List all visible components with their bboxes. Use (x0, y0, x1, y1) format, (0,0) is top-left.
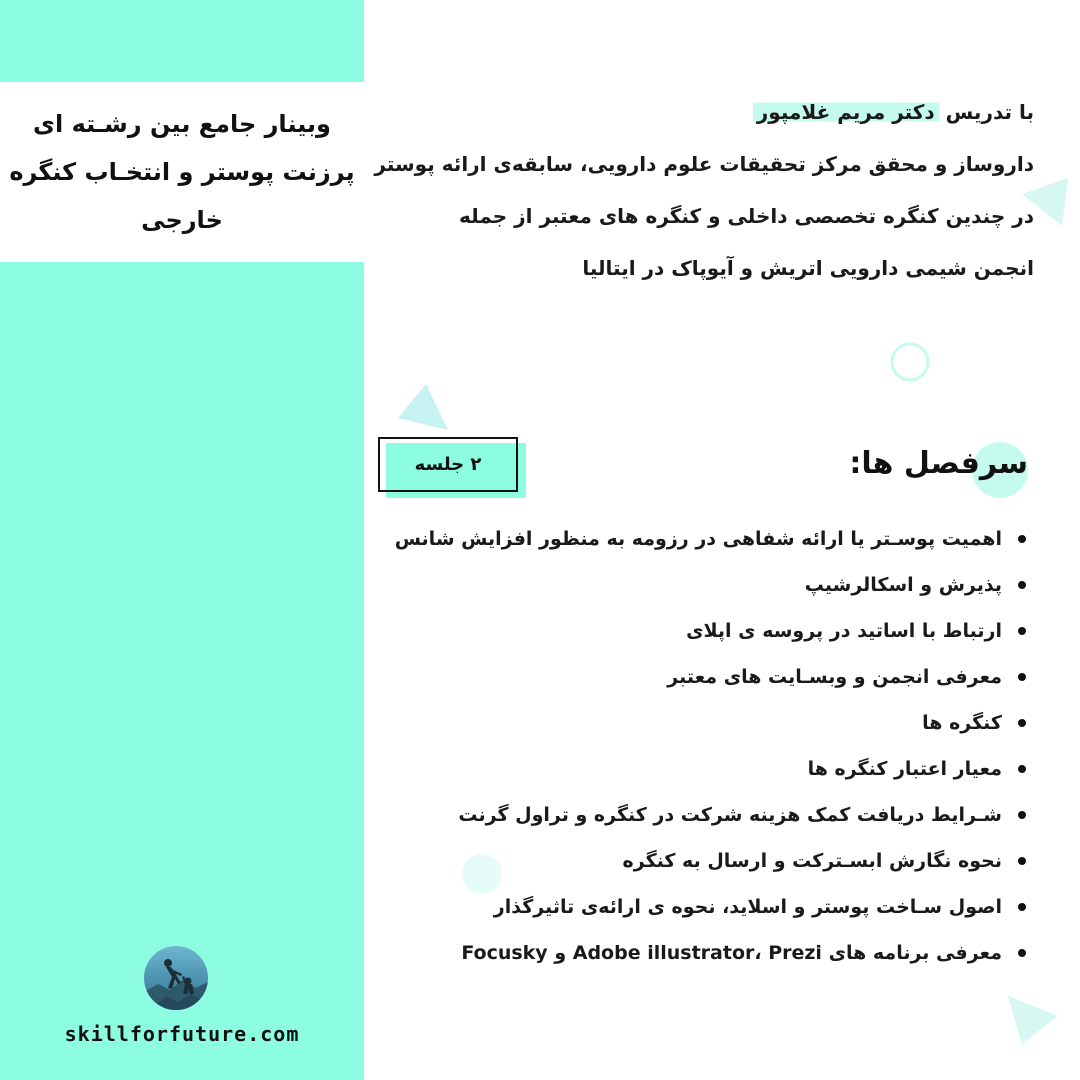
topic-item (366, 838, 1026, 884)
bullet-icon (1018, 581, 1026, 589)
decor-ring (888, 340, 932, 384)
topic-text: ارتباط با اساتید در پروسه ی اپلای (686, 620, 1002, 642)
decor-triangle-bottom-right (1008, 996, 1058, 1046)
bullet-icon (1018, 811, 1026, 819)
topic-item (366, 516, 1026, 562)
bio-line-3: انجمن شیمی دارویی اتریش و آیوپاک در ایتالیا (582, 256, 1034, 280)
climbers-helping-icon (144, 946, 208, 1010)
topic-item (366, 884, 1026, 930)
topic-text: معیار اعتبار کنگره ها (807, 758, 1002, 780)
topic-item (366, 608, 1026, 654)
bullet-icon (1018, 627, 1026, 635)
topic-item (366, 792, 1026, 838)
topic-item (366, 700, 1026, 746)
webinar-title-card (0, 82, 364, 262)
instructor-name: دکتر مریم غلامپور (753, 100, 939, 124)
bio-line-1: داروساز و محقق مرکز تحقیقات علوم دارویی، سابقه‌ی ارائه پوستر (374, 152, 1034, 176)
topic-text: اهمیت پوسـتر یا ارائه شفاهی در رزومه به منظور افزایش شانس (394, 528, 1002, 550)
decor-triangle-mid (398, 384, 448, 432)
topic-text: اصول سـاخت پوستر و اسلاید، نحوه ی ارائه‌ی تاثیرگذار (493, 896, 1002, 918)
topic-item (366, 746, 1026, 792)
bio-line-2: در چندین کنگره تخصصی داخلی و کنگره های معتبر از جمله (459, 204, 1034, 228)
instructor-bio (374, 86, 1034, 294)
session-count-label: ۲ جلسه (378, 437, 518, 492)
bullet-icon (1018, 765, 1026, 773)
bullet-icon (1018, 857, 1026, 865)
website-url[interactable]: skillforfuture.com (64, 1022, 300, 1046)
topic-text: نحوه نگارش ابسـترکت و ارسال به کنگره (622, 850, 1002, 872)
logo-graphic (144, 946, 208, 1010)
topic-text: کنگره ها (922, 712, 1002, 734)
topic-text: معرفی برنامه های Adobe illustrator، Prezi و Focusky (461, 942, 1002, 964)
topic-text: شـرایط دریافت کمک هزینه شرکت در کنگره و تراول گرنت (458, 804, 1002, 826)
topic-item (366, 930, 1026, 976)
topic-item (366, 562, 1026, 608)
bio-intro-prefix: با تدریس (945, 100, 1034, 124)
webinar-title-line-3: خارجی (141, 206, 223, 234)
webinar-title-line-2: پرزنت پوستر و انتخـاب کنگره (9, 158, 355, 186)
topics-list (366, 516, 1026, 976)
webinar-title-line-1: وبینار جامع بین رشـته ای (33, 110, 331, 138)
bullet-icon (1018, 535, 1026, 543)
bio-intro-line (394, 86, 1034, 138)
topic-item (366, 654, 1026, 700)
bullet-icon (1018, 903, 1026, 911)
session-badge (378, 437, 518, 492)
topic-text: پذیرش و اسکالرشیپ (804, 574, 1002, 596)
bullet-icon (1018, 719, 1026, 727)
bullet-icon (1018, 673, 1026, 681)
headings-title: سرفصل ها: (849, 446, 1028, 481)
topic-text: معرفی انجمن و وبسـایت های معتبر (667, 666, 1002, 688)
bullet-icon (1018, 949, 1026, 957)
